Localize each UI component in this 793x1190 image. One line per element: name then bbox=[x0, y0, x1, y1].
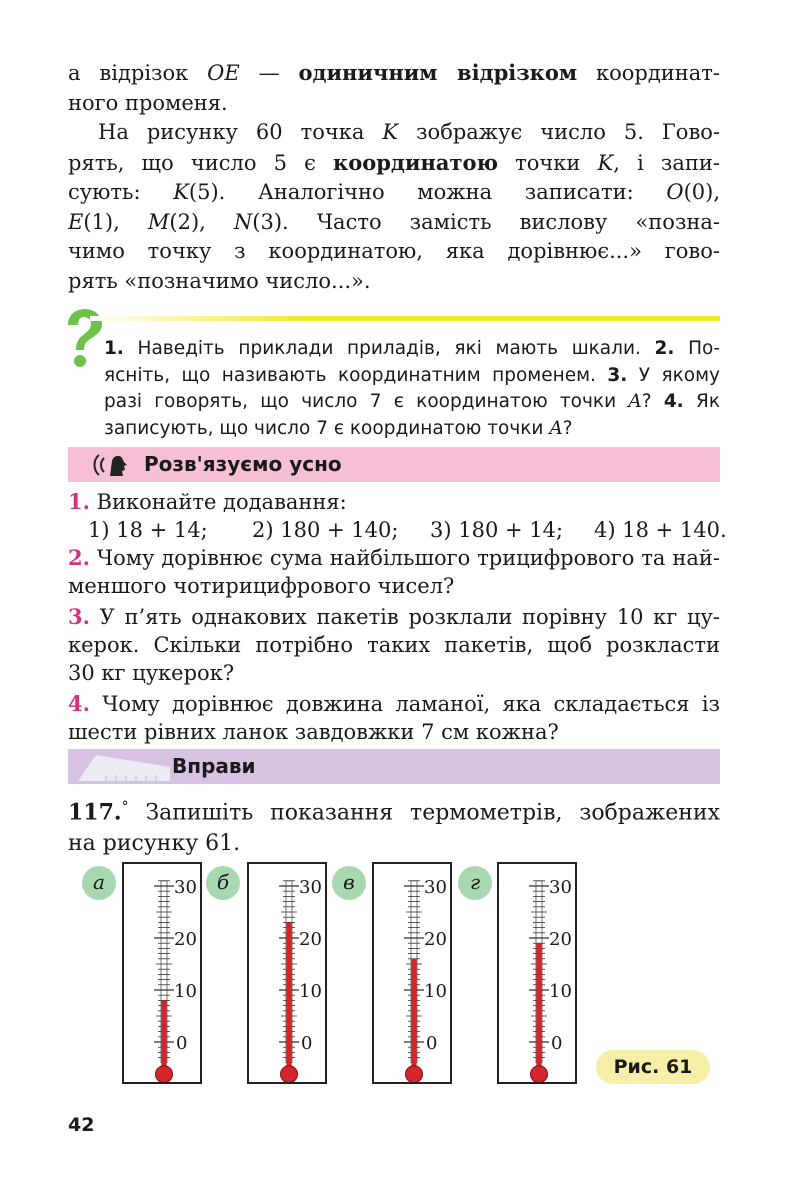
intro-line: рять «позначимо число...». bbox=[68, 268, 371, 293]
scale-label: 0 bbox=[176, 1033, 188, 1054]
question-rule bbox=[90, 316, 720, 321]
thermometer-bulb bbox=[531, 1066, 548, 1082]
figure-caption: Рис. 61 bbox=[596, 1050, 710, 1084]
thermometer-badge: в bbox=[332, 866, 366, 900]
scale-label: 10 bbox=[549, 981, 572, 1002]
scale-label: 30 bbox=[174, 877, 197, 898]
oral-section-header bbox=[68, 447, 720, 482]
exercise-117 bbox=[68, 792, 720, 859]
list-item-cont: шести рівних ланок завдовжки 7 см кожна? bbox=[68, 720, 559, 744]
mercury-column bbox=[411, 959, 416, 1073]
thermometer-drawing bbox=[249, 864, 325, 1082]
thermometer-drawing bbox=[124, 864, 200, 1082]
sum-item: 3) 180 + 14; bbox=[430, 518, 564, 542]
scale-label: 20 bbox=[549, 929, 572, 950]
scale-label: 30 bbox=[299, 877, 322, 898]
list-item-cont: меншого чотирицифрового чисел? bbox=[68, 574, 455, 598]
review-questions bbox=[104, 336, 720, 442]
ruler-triangle-icon bbox=[76, 751, 172, 783]
question-line: записують, що число 7 є координатою точки A? bbox=[104, 417, 573, 439]
exercise-line: на рисунку 61. bbox=[68, 831, 241, 857]
exercises-section-title: Вправи bbox=[172, 754, 256, 778]
scale-label: 0 bbox=[551, 1033, 563, 1054]
list-item-cont: керок. Скільки потрібно таких пакетів, щоб розкласти bbox=[68, 633, 720, 657]
intro-line: а відрізок OE — одиничним відрізком координат- bbox=[68, 60, 721, 85]
thermometer bbox=[122, 862, 202, 1084]
list-item-cont: 30 кг цукерок? bbox=[68, 661, 235, 685]
oral-section-title: Розв'язуємо усно bbox=[144, 452, 342, 476]
exercise-line: 117.° Запишіть показання термометрів, зображених bbox=[68, 799, 720, 826]
scale-label: 30 bbox=[424, 877, 447, 898]
list-item: 2. Чому дорівнює сума найбільшого трицифрового та най- bbox=[68, 545, 720, 570]
list-item: 3. У п’ять однакових пакетів розклали порівну 10 кг цу- bbox=[68, 604, 720, 629]
thermometer-bulb bbox=[281, 1066, 298, 1082]
intro-line: ного променя. bbox=[68, 90, 228, 115]
page-number: 42 bbox=[68, 1114, 95, 1136]
sum-item: 4) 18 + 140. bbox=[594, 518, 727, 542]
thermometer-badge: а bbox=[82, 866, 116, 900]
list-item: 4. Чому дорівнює довжина ламаної, яка складається із bbox=[68, 691, 720, 716]
mercury-column bbox=[536, 943, 541, 1073]
intro-line: рять, що число 5 є координатою точки K, і запи- bbox=[68, 149, 720, 175]
question-line: 1. Наведіть приклади приладів, які мають шкали. 2. По- bbox=[104, 338, 720, 359]
mercury-column bbox=[161, 1000, 166, 1073]
scale-label: 10 bbox=[174, 981, 197, 1002]
intro-line: сують: K(5). Аналогічно можна записати: O(0), bbox=[68, 180, 720, 204]
thermometer bbox=[497, 862, 577, 1084]
scale-label: 20 bbox=[424, 929, 447, 950]
scale-label: 20 bbox=[174, 929, 197, 950]
thermometer-drawing bbox=[499, 864, 575, 1082]
scale-label: 10 bbox=[299, 981, 322, 1002]
thermometer-bulb bbox=[156, 1066, 173, 1082]
intro-text bbox=[68, 58, 720, 296]
scale-label: 0 bbox=[301, 1033, 313, 1054]
mercury-column bbox=[286, 922, 291, 1073]
thermometer bbox=[247, 862, 327, 1084]
speaking-head-icon bbox=[90, 451, 130, 479]
thermometer-badge: г bbox=[458, 866, 492, 900]
exercises-section-header bbox=[68, 749, 720, 784]
question-line: ясніть, що називають координатним променем. 3. У якому bbox=[104, 364, 720, 386]
scale-label: 10 bbox=[424, 981, 447, 1002]
sums-row bbox=[68, 516, 727, 544]
thermometer-drawing bbox=[374, 864, 450, 1082]
intro-line: E(1), M(2), N(3). Часто замість вислову «позна- bbox=[68, 209, 721, 234]
oral-items bbox=[68, 488, 727, 746]
list-item: 1. Виконайте додавання: bbox=[68, 489, 347, 514]
sum-item: 1) 18 + 14; bbox=[88, 518, 208, 542]
scale-label: 0 bbox=[426, 1033, 438, 1054]
sum-item: 2) 180 + 140; bbox=[252, 518, 399, 542]
thermometer bbox=[372, 862, 452, 1084]
intro-line: На рисунку 60 точка K зображує число 5. Гово- bbox=[98, 120, 720, 144]
thermometer-badge: б bbox=[206, 866, 240, 900]
thermometer-bulb bbox=[406, 1066, 423, 1082]
scale-label: 20 bbox=[299, 929, 322, 950]
scale-label: 30 bbox=[549, 877, 572, 898]
question-line: разі говорять, що число 7 є координатою точки A? 4. Як bbox=[104, 391, 720, 412]
intro-line: чимо точку з координатою, яка дорівнює...» гово- bbox=[68, 239, 720, 263]
